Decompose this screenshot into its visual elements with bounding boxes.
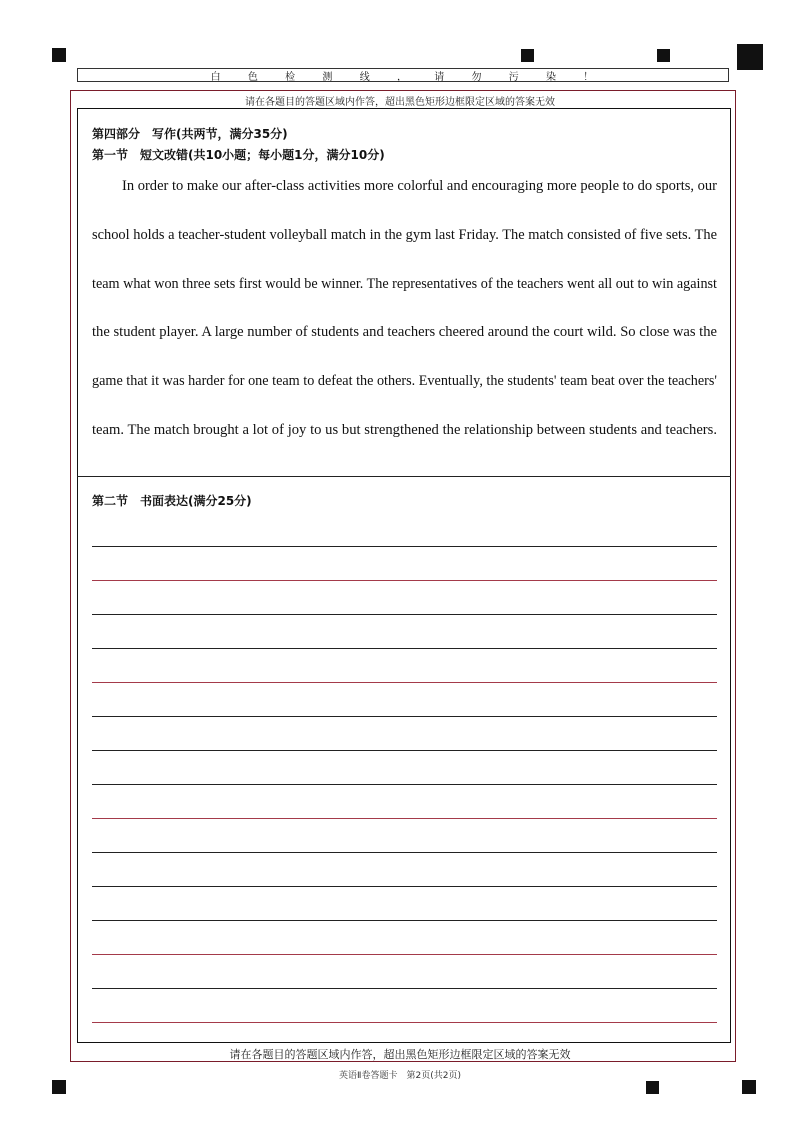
detection-char: 勿 [471,71,484,83]
detection-char: 染 [546,71,559,83]
essay-line: team what won three sets first would be winner. The representatives of the teachers went all out to win against [92,276,717,292]
writing-line[interactable] [92,580,717,581]
essay-line: game that it was harder for one team to defeat the others. Eventually, the students' team beat over the teachers' [92,373,717,389]
writing-line[interactable] [92,546,717,547]
writing-line[interactable] [92,954,717,955]
essay-line: team. The match brought a lot of joy to us but strengthened the relationship between students and teachers. [92,422,717,438]
detection-char: 色 [247,71,260,83]
registration-mark-top-center [521,49,534,62]
writing-line[interactable] [92,716,717,717]
writing-line[interactable] [92,750,717,751]
detection-char: 请 [434,71,447,83]
essay-line: In order to make our after-class activities more colorful and encouraging more people to do sports, our [122,178,717,194]
detection-char: ， [396,71,409,83]
writing-line[interactable] [92,818,717,819]
notice-bottom: 请在各题目的答题区域内作答，超出黑色矩形边框限定区域的答案无效 [229,1048,571,1061]
essay-line: the student player. A large number of students and teachers cheered around the court wild. So close was the [92,324,717,340]
answer-area-frame [77,108,731,1043]
writing-line[interactable] [92,682,717,683]
writing-line[interactable] [92,852,717,853]
registration-mark-top-corner [737,44,763,70]
detection-char: 污 [508,71,521,83]
writing-line[interactable] [92,614,717,615]
registration-mark-bottom-left [52,1080,66,1094]
writing-line[interactable] [92,988,717,989]
page-footer: 英语Ⅱ卷答题卡 第2页(共2页) [339,1071,461,1081]
writing-line[interactable] [92,648,717,649]
writing-line[interactable] [92,784,717,785]
detection-char: 白 [210,71,223,83]
registration-mark-bottom-right [742,1080,756,1094]
section-divider [77,476,731,477]
notice-top: 请在各题目的答题区域内作答，超出黑色矩形边框限定区域的答案无效 [245,97,555,108]
writing-line[interactable] [92,920,717,921]
detection-char: ！ [583,71,596,83]
part-heading: 第四部分 写作(共两节，满分35分) [92,127,288,141]
registration-mark-top-left [52,48,66,62]
essay-line: school holds a teacher-student volleyball match in the gym last Friday. The match consisted of five sets. The [92,227,717,243]
registration-mark-bottom-center [646,1081,659,1094]
detection-char: 测 [322,71,335,83]
section1-heading: 第一节 短文改错(共10小题；每小题1分，满分10分) [92,148,385,162]
detection-char: 检 [285,71,298,83]
detection-char: 线 [359,71,372,83]
section2-heading: 第二节 书面表达(满分25分) [92,494,252,508]
writing-line[interactable] [92,886,717,887]
white-detection-line [77,68,729,82]
registration-mark-top-right [657,49,670,62]
writing-line[interactable] [92,1022,717,1023]
